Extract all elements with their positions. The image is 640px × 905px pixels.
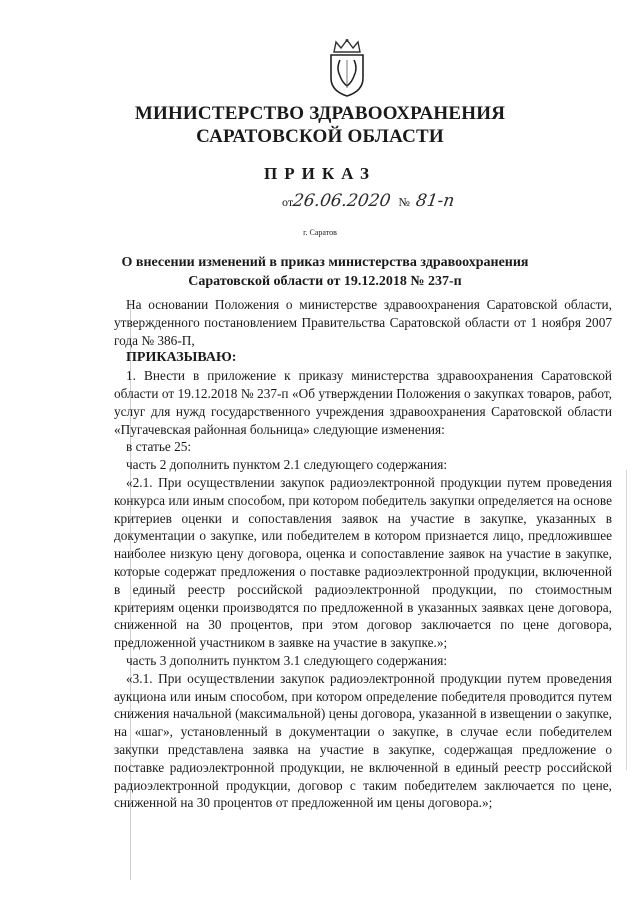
document-type-title: ПРИКАЗ	[264, 164, 376, 183]
coat-of-arms-icon	[322, 38, 372, 98]
handwritten-date: 26.06.2020	[291, 191, 392, 211]
subject-line2: Саратовской области от 19.12.2018 № 237-п	[188, 274, 462, 289]
subject-line1: О внесении изменений в приказ министерства здравоохранения	[121, 255, 529, 270]
order-word: ПРИКАЗЫВАЮ:	[126, 350, 237, 366]
part-2-text: «2.1. При осуществлении закупок радиоэлектронной продукции путем проведения конкурса или иным способом, при котором победитель закупки определяется на основе критериев оценки и сопоставления заявок на участие в закупке, указанных в документации о закупке, или победителем в котором признается лицо, предложившее наиболее низкую цену договора, оценка и сопоставление заявок на участие в закупке, которые содержат предложения о поставке радиоэлектронной продукции, включенной в единый реестр российской радиоэлектронной продукции, по стоимостным критериям оценки производятся по предложенной в указанных заявках цене договора, сниженной на 30 процентов, при этом договор заключается по цене договора, предложенной участником в заявке на участие в закупке.»;	[114, 474, 612, 651]
article-25-line: в статье 25:	[126, 439, 192, 455]
preamble-paragraph: На основании Положения о министерстве здравоохранения Саратовской области, утвержденного постановлением Правительства Саратовской области от 1 ноября 2007 года № 386-П,	[114, 297, 612, 348]
document-body	[114, 296, 612, 812]
date-prefix: от	[282, 195, 294, 209]
scan-edge-line	[626, 470, 627, 770]
date-number-row	[282, 191, 454, 211]
part-2-intro: часть 2 дополнить пунктом 2.1 следующего содержания:	[126, 457, 448, 473]
handwritten-number: 81-п	[414, 191, 456, 211]
ministry-name-line1: МИНИСТЕРСТВО ЗДРАВООХРАНЕНИЯ	[134, 103, 506, 124]
item-1-paragraph: 1. Внести в приложение к приказу министерства здравоохранения Саратовской области от 19.12.2018 № 237-п «Об утверждении Положения о закупках товаров, работ, услуг для нужд государственного учреждения здравоохранения Саратовской области «Пугачевская районная больница» следующие изменения:	[114, 368, 612, 437]
ministry-name-line2: САРАТОВСКОЙ ОБЛАСТИ	[196, 126, 444, 147]
part-3-text: «3.1. При осуществлении закупок радиоэлектронной продукции путем проведения аукциона или иным способом, при котором определение победителя проводится путем снижения начальной (максимальной) цены договора, указанной в извещении о закупке, на «шаг», установленный в документации о закупке, в случае если победителем закупки представлена заявка на участие в закупке, содержащая предложение о поставке радиоэлектронной продукции, не включенной в единый реестр российской радиоэлектронной продукции, договор с таким победителем заключается по цене, сниженной на 30 процентов от предложенной им цены договора.»;	[114, 670, 612, 811]
document-subject	[90, 253, 560, 291]
part-3-intro: часть 3 дополнить пунктом 3.1 следующего содержания:	[126, 652, 448, 668]
city: г. Саратов	[303, 228, 337, 237]
number-sign: №	[398, 195, 410, 209]
